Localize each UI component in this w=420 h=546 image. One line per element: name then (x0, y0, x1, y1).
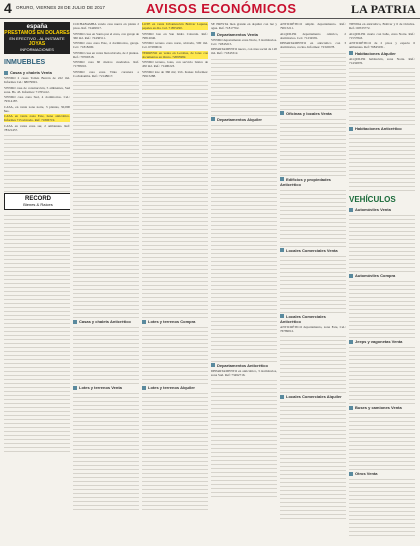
subcategory-otros-venta: Otros Venta (349, 471, 415, 476)
listing: COCHABAMBA vendo casa nueva en planta 2 pisos. Ref. 72449917. (73, 22, 139, 30)
text-lines (280, 117, 346, 177)
listing: CASA en venta zona sur, 2 ambientes. Ref: 78321457. (4, 123, 70, 132)
text-lines (280, 400, 346, 520)
bullet-icon (142, 320, 146, 324)
text-lines (280, 188, 346, 248)
listing: CASA, en venta zona norte, 3 plantas, 30,000 $us. (4, 104, 70, 113)
listing: VENDO casa zona Vinto carretera a Cochabamba. Ref.: 72148617. (73, 69, 139, 78)
listing: VENDO lote de 360 m2, Urb. Kaiser. Informes: 79915288. (142, 69, 208, 78)
subcategory-locales-anticretico: Locales Comerciales Anticrético (280, 313, 326, 324)
text-lines (349, 213, 415, 273)
listings-col1 (4, 76, 70, 132)
espana-joyas: JOYAS (28, 41, 46, 47)
subcategory-habitaciones-alquiler: Habitaciones Alquiler (349, 51, 415, 56)
listings-col5b (280, 325, 346, 333)
listings-col6 (349, 22, 415, 49)
bullet-icon (211, 363, 215, 367)
bullet-icon (73, 320, 77, 324)
listing: VENDO terreno, lotes, con servicio básico de 450 m2. Ref.: 71490223. (142, 60, 208, 68)
text-lines (142, 325, 208, 385)
subcategory-lotes-compra: Lotes y terrenos Compra (142, 319, 208, 324)
subcategory-autos-compra: Automóviles Compra (349, 273, 415, 278)
listing: VENDO departamento zona Norte, 3 dormitorios. Cel.: 72843215. (211, 37, 277, 46)
listing: DEPARTAMENTO en anticrético con 3 dormitorios, cocina. Informes: 72345678. (280, 41, 346, 49)
text-lines (142, 79, 208, 319)
espana-info: INFORMACIONES (20, 47, 54, 52)
text-lines (4, 213, 70, 453)
listing: ANTICRÉTICO amplio departamento. Ref.: 79015211. (280, 22, 346, 30)
newspaper-logo: LA PATRIA (350, 2, 416, 16)
bullet-icon (73, 386, 77, 390)
bullet-icon (280, 395, 284, 399)
subcategory-departamentos-anticretico: Departamentos Anticrético (211, 363, 277, 368)
text-lines (349, 279, 415, 339)
column-1 (4, 22, 70, 540)
column-3 (142, 22, 208, 540)
text-lines (211, 378, 277, 498)
espana-ad (4, 22, 70, 54)
listing: VENDO 2 casas Tomás Barrón de 222 m2. Informes Cel.: 68079991. (4, 76, 70, 84)
text-lines (349, 66, 415, 126)
date-line: ORURO, VIERNES 28 DE JULIO DE 2017 (16, 5, 105, 10)
subcategory-lotes-venta: Lotes y terrenos Venta (73, 385, 139, 390)
listing: ANTICRÉTICO departamento, zona Este, Cel.: 76789012. (280, 324, 346, 333)
listings-col6b (349, 57, 415, 65)
bullet-icon (280, 248, 284, 252)
listing: DEPARTAMENTO nuevo, con área social de 120 m2. Ref.: 71843312. (211, 47, 277, 55)
subcategory-edificios: Edificios y propiedades Anticrético (280, 176, 331, 187)
column-2 (73, 22, 139, 540)
listings-col2 (73, 22, 139, 78)
bullet-icon (211, 32, 215, 36)
listing: VENDO terreno zona norte, ubicada, 500 m2. Cel. 67280019. (142, 41, 208, 49)
text-lines (142, 391, 208, 511)
listing: VENDO casa en venta bien ubicada, de 2 plantas. Ref.: 79769318. (73, 50, 139, 59)
listings-col3 (142, 22, 208, 78)
subcategory-lotes-alquiler: Lotes y terrenos Alquiler (142, 385, 208, 390)
record-ad (4, 193, 70, 210)
column-5 (280, 22, 346, 540)
bullet-icon (349, 51, 353, 55)
column-6 (349, 22, 415, 540)
text-lines (73, 79, 139, 319)
bullet-icon (349, 274, 353, 278)
record-title: RECORD (24, 196, 51, 202)
bullet-icon (349, 406, 353, 410)
section-title: AVISOS ECONÓMICOS (146, 1, 297, 16)
listing: ALQUILER cuarto con baño, zona Norte. Ref.: 71557843. (349, 31, 415, 40)
text-lines (280, 254, 346, 314)
listings-col4c (211, 369, 277, 377)
bullet-icon (142, 386, 146, 390)
masthead (0, 0, 420, 19)
listing: DEPARTAMENTO en anticrético, 3 dormitorios, zona Sud. Ref: 73492716. (211, 368, 277, 377)
subcategory-casas-anticretico: Casas y chalets Anticrético (73, 319, 139, 324)
bullet-icon (349, 127, 353, 131)
listing: ALQUILER habitación, zona Norte. Ref.: 71432876. (349, 56, 415, 65)
category-inmuebles: INMUEBLES (4, 59, 46, 66)
text-lines (211, 123, 277, 363)
listing: VENDO casa zona Este, 4 dormitorios, garaje. Cel.: 71818200. (73, 41, 139, 49)
subcategory-departamentos-venta: Departamentos Venta (211, 32, 277, 37)
listings-col5 (280, 22, 346, 49)
category-vehiculos: VEHÍCULOS (349, 195, 396, 204)
text-lines (4, 133, 70, 193)
text-lines (280, 334, 346, 394)
subcategory-oficinas: Oficinas y locales Venta (280, 111, 346, 116)
highlighted-listing: LOTE en venta Urbanización Bolívar Lupuna, papeles en día. Cel. 71855290. (142, 22, 208, 30)
espana-title: PRESTAMOS EN DOLARES (4, 30, 70, 36)
subcategory-departamentos-alquiler: Departamentos Alquiler (211, 117, 277, 122)
espana-sub: EN EFECTIVO - AL INSTANTE (9, 36, 65, 41)
listing: VENDO lote en San Isidro Calacala. Ref.: 79812046. (142, 31, 208, 40)
listing: VENDO casa zona Sud, 4 dormitorios. Cel.: 79314187. (4, 95, 70, 103)
bullet-icon (349, 472, 353, 476)
page-number: 4 (4, 0, 12, 16)
listing: VENDO casa 60 metros cuadrados. Ref. 71785010. (73, 60, 139, 68)
text-lines (349, 345, 415, 405)
subcategory-buses-venta: Buses y camiones Venta (349, 405, 415, 410)
text-lines (349, 411, 415, 471)
subcategory-autos-venta: Automóviles Venta (349, 207, 415, 212)
listings-col4 (211, 22, 277, 30)
listing: ALQUILER departamento céntrico, 2 dormitorios. Cel.: 71234581. (280, 31, 346, 40)
text-lines (280, 51, 346, 111)
text-lines (73, 325, 139, 385)
highlighted-listing: TERRENO en venta en Lecabas, de lotes con documentos en Oruro. 72095982. (142, 50, 208, 59)
espana-brand: españa (26, 24, 48, 30)
subcategory-casas-venta: Casas y chalets Venta (4, 70, 70, 75)
bullet-icon (349, 340, 353, 344)
bullet-icon (349, 208, 353, 212)
subcategory-locales-venta: Locales Comerciales Venta (280, 248, 346, 253)
highlighted-listing: CASA en venta zona Este, tiene anticrético. Informes 715 ubicado. Ref: 71806719. (4, 114, 70, 122)
text-lines (73, 391, 139, 511)
listing: ANTICRÉTICO de 2 pisos y espacio 6 ambientes. Ref: 76845031. (349, 41, 415, 49)
subcategory-habitaciones-anticretico: Habitaciones Anticrético (349, 126, 415, 131)
text-lines (211, 57, 277, 117)
bullet-icon (280, 111, 284, 115)
subcategory-locales-alquiler: Locales Comerciales Alquiler (280, 394, 346, 399)
listings-col4b (211, 38, 277, 56)
bullet-icon (211, 117, 215, 121)
column-4 (211, 22, 277, 540)
bullet-icon (4, 71, 8, 75)
listing: VENDO casa en Santa paz el zona, con garaje de 360 m2. Ref.: 72436511. (73, 31, 139, 40)
text-lines (349, 132, 415, 192)
listing: TIENDA en anticrético, Bolívar y 6 de Octubre. Ref.: 60533772. (349, 22, 415, 30)
record-sub: Bienes & Raíces (23, 202, 53, 207)
listing: VENDO casa de construcción, 5 ambientes, Sud zona. Bs. 43. Informes: 71765412. (4, 85, 70, 94)
subcategory-jeeps-venta: Jeeps y vagonetas Venta (349, 339, 415, 344)
listing: SE PRESTA bien grande en alquiler con luz y agua. Ref. 71817762. (211, 22, 277, 30)
text-lines (349, 477, 415, 537)
